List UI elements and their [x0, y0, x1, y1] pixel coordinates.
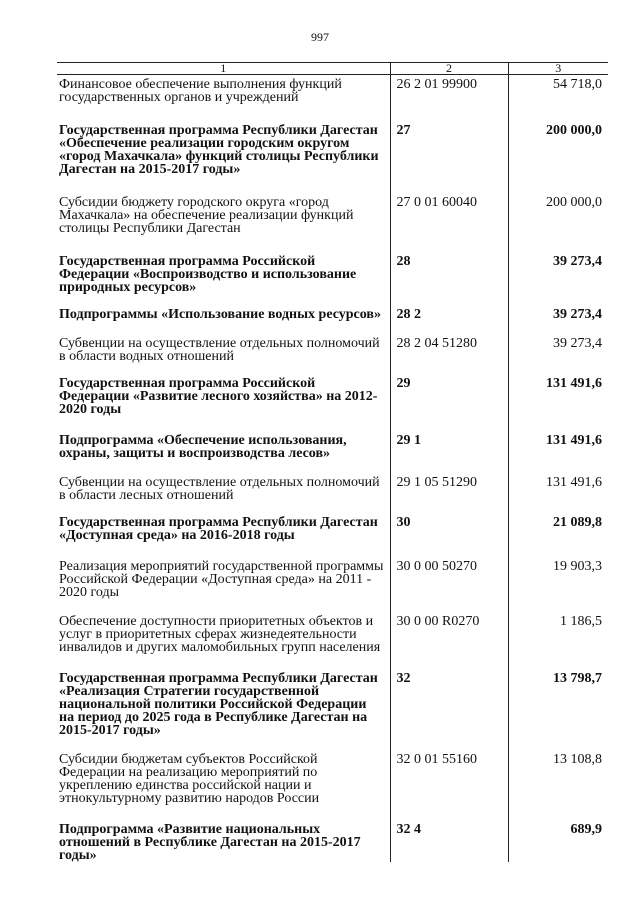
- row-code-cell: 27: [390, 104, 508, 176]
- row-code-cell: 28 2 04 51280: [390, 321, 508, 363]
- row-code-cell: 32 0 01 55160: [390, 737, 508, 805]
- table-row: [57, 321, 608, 363]
- table-row: [57, 363, 608, 416]
- row-amount-cell: 21 089,8: [508, 502, 608, 542]
- row-code-cell: 29 1 05 51290: [390, 460, 508, 502]
- row-name-cell: Государственная программа Республики Дагестан «Доступная среда» на 2016-2018 годы: [59, 515, 378, 543]
- row-name-cell: Субсидии бюджетам субъектов Российской Федерации на реализацию мероприятий по укреплению единства российской нации и этнокультурному развитию народов России: [59, 752, 320, 806]
- row-code-cell: 32: [390, 654, 508, 737]
- row-name-cell: Финансовое обеспечение выполнения функций государственных органов и учреждений: [59, 77, 342, 105]
- row-code-cell: 27 0 01 60040: [390, 176, 508, 235]
- row-amount-cell: 200 000,0: [508, 104, 608, 176]
- row-code-cell: 32 4: [390, 805, 508, 862]
- row-code-cell: 30 0 00 50270: [390, 542, 508, 599]
- table-row: [57, 542, 608, 599]
- row-name-cell: Субвенции на осуществление отдельных полномочий в области водных отношений: [59, 336, 380, 364]
- row-amount-cell: 19 903,3: [508, 542, 608, 599]
- row-name-cell: Государственная программа Российской Федерации «Развитие лесного хозяйства» на 2012-2020 годы: [59, 376, 378, 417]
- row-name-cell: Подпрограмма «Обеспечение использования, охраны, защиты и воспроизводства лесов»: [59, 433, 347, 461]
- row-amount-cell: 131 491,6: [508, 416, 608, 460]
- table-body: [57, 75, 608, 863]
- row-name-cell: Обеспечение доступности приоритетных объектов и услуг в приоритетных сферах жизнедеятельности инвалидов и других маломобильных групп населения: [59, 614, 381, 655]
- row-amount-cell: 39 273,4: [508, 294, 608, 321]
- table-row: [57, 235, 608, 294]
- table-row: [57, 460, 608, 502]
- column-header-1: 1: [57, 63, 390, 75]
- row-code-cell: 29 1: [390, 416, 508, 460]
- row-name-cell: Подпрограмма «Развитие национальных отношений в Республике Дагестан на 2015-2017 годы»: [59, 822, 361, 863]
- row-name-cell: Субсидии бюджету городского округа «город Махачкала» на обеспечение реализации функций столицы Республики Дагестан: [59, 195, 354, 236]
- table-row: [57, 502, 608, 542]
- row-name-cell: Государственная программа Республики Дагестан «Обеспечение реализации городским округом «город Махачкала» функций столицы Республики Дагестан на 2015-2017 годы»: [59, 123, 379, 177]
- row-amount-cell: 131 491,6: [508, 460, 608, 502]
- table-row: [57, 599, 608, 654]
- table-row: [57, 75, 608, 105]
- table-header-row: [57, 63, 608, 75]
- row-name-cell: Государственная программа Российской Федерации «Воспроизводство и использование природных ресурсов»: [59, 254, 357, 295]
- table-row: [57, 737, 608, 805]
- table-row: [57, 104, 608, 176]
- row-code-cell: 29: [390, 363, 508, 416]
- row-name-cell: Субвенции на осуществление отдельных полномочий в области лесных отношений: [59, 475, 380, 503]
- table-row: [57, 176, 608, 235]
- row-code-cell: 30: [390, 502, 508, 542]
- table-row: [57, 416, 608, 460]
- row-amount-cell: 13 108,8: [508, 737, 608, 805]
- row-code-cell: 26 2 01 99900: [390, 75, 508, 105]
- row-amount-cell: 689,9: [508, 805, 608, 862]
- row-name-cell: Подпрограммы «Использование водных ресурсов»: [59, 307, 381, 322]
- row-amount-cell: 13 798,7: [508, 654, 608, 737]
- row-amount-cell: 39 273,4: [508, 321, 608, 363]
- row-code-cell: 30 0 00 R0270: [390, 599, 508, 654]
- column-header-3: 3: [508, 63, 608, 75]
- row-name-cell: Реализация мероприятий государственной программы Российской Федерации «Доступная среда» на 2011 - 2020 годы: [59, 559, 384, 600]
- table-row: [57, 805, 608, 862]
- row-amount-cell: 39 273,4: [508, 235, 608, 294]
- row-code-cell: 28 2: [390, 294, 508, 321]
- column-header-2: 2: [390, 63, 508, 75]
- row-name-cell: Государственная программа Республики Дагестан «Реализация Стратегии государственной национальной политики Российской Федерации на период до 2025 года в Республике Дагестан на 2015-2017 годы»: [59, 671, 378, 738]
- row-amount-cell: 1 186,5: [508, 599, 608, 654]
- row-amount-cell: 200 000,0: [508, 176, 608, 235]
- row-amount-cell: 54 718,0: [508, 75, 608, 105]
- budget-table: [57, 62, 608, 862]
- page-number: 997: [311, 30, 329, 44]
- table-row: [57, 654, 608, 737]
- row-amount-cell: 131 491,6: [508, 363, 608, 416]
- table-row: [57, 294, 608, 321]
- row-code-cell: 28: [390, 235, 508, 294]
